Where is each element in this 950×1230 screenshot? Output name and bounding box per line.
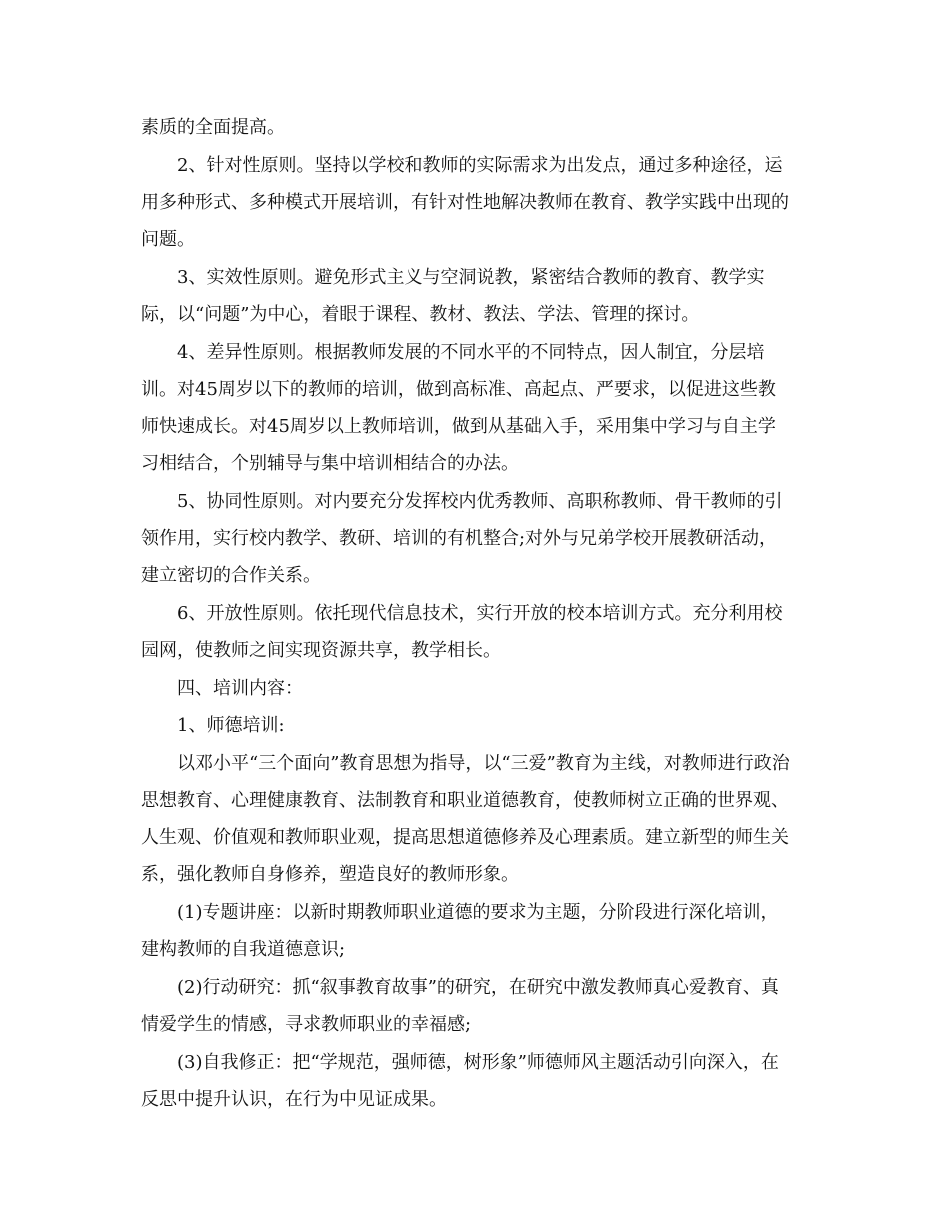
paragraph-first-line: 2、针对性原则。坚持以学校和教师的实际需求为出发点，通过多种途径，运: [177, 155, 783, 176]
text-line: 反思中提升认识，在行为中见证成果。: [141, 1089, 447, 1110]
text-line: 人生观、价值观和教师职业观，提高思想道德修养及心理素质。建立新型的师生关: [141, 827, 789, 848]
text-line: 问题。: [141, 229, 195, 250]
text-line: 师快速成长。对45周岁以上教师培训，做到从基础入手，采用集中学习与自主学: [141, 416, 776, 437]
text-line: 际，以“问题”为中心，着眼于课程、教材、教法、学法、管理的探讨。: [141, 304, 700, 325]
text-line: 领作用，实行校内教学、教研、培训的有机整合;对外与兄弟学校开展教研活动，: [141, 528, 778, 549]
paragraph-first-line: 以邓小平“三个面向”教育思想为指导，以“三爱”教育为主线，对教师进行政治: [177, 753, 790, 774]
paragraph-first-line: 3、实效性原则。避免形式主义与空洞说教，紧密结合教师的教育、教学实: [177, 267, 765, 288]
list-item-first-line: (1)专题讲座：以新时期教师职业道德的要求为主题，分阶段进行深化培训，: [177, 902, 779, 923]
text-line: 思想教育、心理健康教育、法制教育和职业道德教育，使教师树立正确的世界观、: [141, 790, 789, 811]
text-line: 园网，使教师之间实现资源共享，教学相长。: [141, 640, 501, 661]
text-line: 用多种形式、多种模式开展培训，有针对性地解决教师在教育、教学实践中出现的: [141, 192, 789, 213]
text-line: 系，强化教师自身修养，塑造良好的教师形象。: [141, 864, 519, 885]
list-item-first-line: (3)自我修正：把“学规范，强师德，树形象”师德师风主题活动引向深入，在: [177, 1052, 779, 1073]
section-heading: 四、培训内容：: [177, 678, 303, 699]
list-item-first-line: (2)行动研究：抓“叙事教育故事”的研究，在研究中激发教师真心爱教育、真: [177, 977, 779, 998]
text-line: 建构教师的自我道德意识;: [141, 939, 346, 960]
subsection-heading: 1、师德培训:: [177, 715, 285, 736]
text-line: 建立密切的合作关系。: [141, 565, 321, 586]
text-line: 情爱学生的情感，寻求教师职业的幸福感;: [141, 1014, 472, 1035]
text-line: 习相结合，个别辅导与集中培训相结合的办法。: [141, 453, 519, 474]
paragraph-first-line: 6、开放性原则。依托现代信息技术，实行开放的校本培训方式。充分利用校: [177, 603, 783, 624]
text-line: 训。对45周岁以下的教师的培训，做到高标准、高起点、严要求，以促进这些教: [141, 379, 776, 400]
text-line: 素质的全面提高。: [141, 117, 285, 138]
paragraph-first-line: 4、差异性原则。根据教师发展的不同水平的不同特点，因人制宜，分层培: [177, 342, 765, 363]
paragraph-first-line: 5、协同性原则。对内要充分发挥校内优秀教师、高职称教师、骨干教师的引: [177, 491, 783, 512]
